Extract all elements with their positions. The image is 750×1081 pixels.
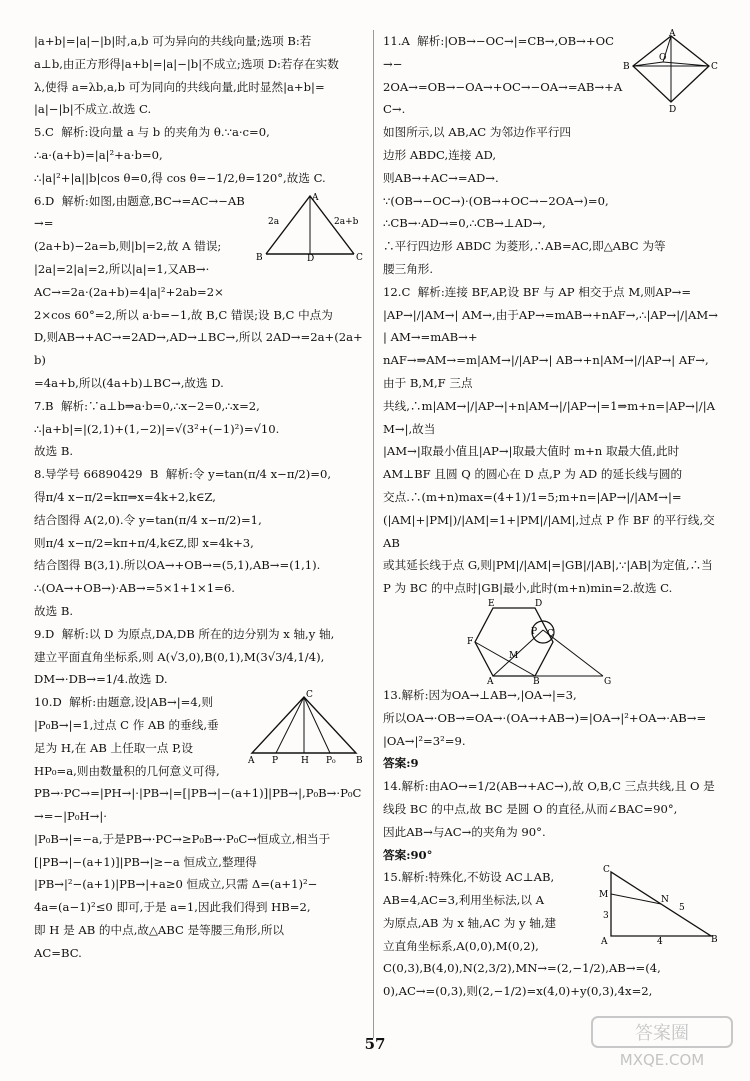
- text-line: ∴|a|²+|a||b|cos θ=0,得 cos θ=−1/2,θ=120°,故选 C.: [34, 170, 326, 185]
- text-line: C(0,3),B(4,0),N(2,3/2),MN→=(2,−1/2),AB→=(4,: [383, 961, 661, 976]
- label-a: A: [669, 29, 676, 39]
- text-line: ∴|a+b|=|(2,1)+(1,−2)|=√(3²+(−1)²)=√10.: [34, 421, 280, 436]
- text-line: HP₀=a,则由数量积的几何意义可得,: [34, 763, 220, 778]
- figure-q15-right-triangle: [599, 866, 719, 946]
- label-3: 3: [603, 911, 609, 922]
- text-line: 结合图得 B(3,1).所以OA→+OB→=(5,1),AB→=(1,1).: [34, 558, 321, 573]
- text-line: |P₀B→|=1,过点 C 作 AB 的垂线,垂: [34, 717, 219, 732]
- text-line: ∴CB→·AD→=0,∴CB→⊥AD→,: [383, 216, 546, 231]
- text-line: |OA→|²=3²=9.: [383, 733, 466, 748]
- text-line: 0),AC→=(0,3),则(2,−1/2)=x(4,0)+y(0,3),4x=2,: [383, 984, 653, 999]
- text-line: 7.B 解析:∵a⊥b⇒a·b=0,∴x−2=0,∴x=2,: [34, 398, 260, 413]
- text-line: ∵(OB→−OC→)·(OB→+OC→−2OA→)=0,: [383, 193, 609, 208]
- text-line: 11.A 解析:|OB→−OC→|=CB→,OB→+OC→−: [383, 34, 614, 71]
- label-n: N: [661, 895, 669, 906]
- text-line: 5.C 解析:设向量 a 与 b 的夹角为 θ.∵a·c=0,: [34, 125, 270, 140]
- figure-q6-triangle: [254, 190, 366, 262]
- text-line: |AM→|取最小值且|AP→|取最大值时 m+n 取最大值,此时: [383, 444, 680, 459]
- text-line: 故选 B.: [34, 603, 74, 618]
- text-line: |AP→|/|AM→| AM→,由于AP→=mAB→+nAF→,∴|AP→|/|AM→| AM→=mAB→+: [383, 307, 718, 345]
- text-line: 2OA→=OB→−OA→+OC→−OA→=AB→+AC→.: [383, 79, 623, 117]
- answer-line: 答案:90°: [383, 847, 433, 862]
- triangle-diagram: [246, 691, 366, 765]
- text-line: ∴平行四边形 ABDC 为菱形,∴AB=AC,即△ABC 为等: [383, 239, 666, 254]
- text-line: 因此AB→与AC→的夹角为 90°.: [383, 824, 546, 839]
- figure-q12-hexagon: [383, 598, 719, 687]
- text-line: nAF→⇒AM→=m|AM→|/|AP→| AB→+n|AM→|/|AP→| AF→,由于 B,M,F 三点: [383, 353, 709, 390]
- text-line: |P₀B→|=−a,于是PB→·PC→≥P₀B→·P₀C→恒成立,相当于: [34, 831, 331, 846]
- text-line: 立直角坐标系,A(0,0),M(0,2),: [383, 938, 539, 953]
- label-d: D: [669, 105, 677, 115]
- text-line: 共线,∴m|AM→|/|AP→|+n|AM→|/|AP→|=1⇒m+n=|AP→|/|AM→|,故当: [383, 398, 715, 436]
- text-line: PB→·PC→=|PH→|·|PB→|=[|PB→|−(a+1)]|PB→|,P₀B→·P₀C→=−|P₀H→|·: [34, 786, 362, 824]
- text-line: 故选 B.: [34, 444, 74, 459]
- label-c: C: [356, 252, 363, 263]
- label-b: B: [356, 756, 363, 767]
- text-line: 边形 ABDC,连接 AD,: [383, 147, 497, 162]
- text-line: 为原点,AB 为 x 轴,AC 为 y 轴,建: [383, 915, 557, 930]
- label-4: 4: [657, 937, 663, 948]
- text-line: AM⊥BF 且圆 Q 的圆心在 D 点,P 为 AD 的延长线与圆的: [383, 467, 683, 482]
- triangle-diagram: [254, 190, 366, 262]
- text-line: P 为 BC 的中点时|GB|最小,此时(m+n)min=2.故选 C.: [383, 581, 673, 596]
- text-line: 9.D 解析:以 D 为原点,DA,DB 所在的边分别为 x 轴,y 轴,: [34, 626, 335, 641]
- text-line: 则AB→+AC→=AD→.: [383, 170, 499, 185]
- label-a: A: [601, 937, 608, 948]
- label-p0: P₀: [326, 756, 336, 767]
- watermark-logo: [588, 1011, 738, 1071]
- text-line: 得π/4 x−π/2=kπ⇒x=4k+2,k∈Z,: [34, 489, 216, 504]
- label-b: B: [256, 252, 263, 263]
- text-line: 则π/4 x−π/2=kπ+π/4,k∈Z,即 x=4k+3,: [34, 535, 254, 550]
- text-line: 交点.∴(m+n)max=(4+1)/1=5;m+n=|AP→|/|AM→|=: [383, 489, 682, 504]
- text-line: 如图所示,以 AB,AC 为邻边作平行四: [383, 125, 572, 140]
- text-line: 建立平面直角坐标系,则 A(√3,0),B(0,1),M(3√3/4,1/4),: [34, 649, 325, 664]
- text-line: a⊥b,由正方形得|a+b|=|a|−|b|不成立;选项 D:若存在实数: [34, 56, 339, 71]
- label-f: F: [467, 636, 474, 647]
- figure-q11-rhombus: [623, 30, 719, 114]
- label-b: B: [623, 62, 630, 72]
- label-d: D: [535, 598, 543, 609]
- text-line: λ,使得 a=λb,a,b 可为同向的共线向量,此时显然|a+b|=: [34, 79, 325, 94]
- label-a: A: [312, 192, 319, 203]
- text-line: 或其延长线于点 G,则|PM|/|AM|=|GB|/|AB|,∵|AB|为定值,∴当: [383, 558, 713, 573]
- segment-co: [663, 62, 709, 66]
- text-line: 即 H 是 AB 的中点,故△ABC 是等腰三角形,所以: [34, 923, 285, 938]
- text-line: DM→·DB→=1/4.故选 D.: [34, 672, 168, 687]
- left-column: [34, 30, 366, 965]
- text-line: 6.D 解析:如图,由题意,BC→=AC→−AB→=: [34, 193, 245, 231]
- label-p: P: [272, 756, 279, 767]
- text-line: |a+b|=|a|−|b|时,a,b 可为异向的共线向量;选项 B:若: [34, 34, 312, 48]
- text-line: (2a+b)−2a=b,则|b|=2,故 A 错误;: [34, 239, 222, 254]
- label-c: C: [306, 690, 313, 701]
- column-divider: [373, 30, 374, 1038]
- label-o: O: [659, 53, 667, 63]
- label-a: A: [248, 756, 255, 767]
- rhombus-diagram: [623, 30, 719, 114]
- text-line: |a|−|b|不成立.故选 C.: [34, 102, 152, 117]
- label-b: B: [533, 676, 540, 687]
- text-line: [|PB→|−(a+1)]|PB→|≥−a 恒成立,整理得: [34, 854, 257, 869]
- segment-cp0: [304, 697, 330, 753]
- figure-q10-triangle: [246, 691, 366, 765]
- label-c: C: [547, 628, 554, 639]
- right-column: [383, 30, 719, 1003]
- text-line: 2×cos 60°=2,所以 a·b=−1,故 B,C 错误;设 B,C 中点为: [34, 307, 333, 322]
- right-triangle-diagram: [599, 866, 719, 946]
- text-line: 12.C 解析:连接 BF,AP,设 BF 与 AP 相交于点 M,则AP→=: [383, 284, 692, 299]
- text-line: AC=BC.: [34, 945, 82, 960]
- hexagon: [475, 608, 553, 676]
- label-m: M: [599, 890, 609, 901]
- svg-text:答案圈: 答案圈: [635, 1023, 689, 1044]
- text-line: 14.解析:由AO→=1/2(AB→+AC→),故 O,B,C 三点共线,且 O 是: [383, 779, 715, 794]
- text-line: ∴(OA→+OB→)·AB→=5×1+1×1=6.: [34, 581, 235, 596]
- text-line: (|AM|+|PM|)/|AM|=1+|PM|/|AM|,过点 P 作 BF 的平行线,交 AB: [383, 512, 719, 550]
- watermark-icon: [588, 1011, 738, 1071]
- svg-text:MXQE.COM: MXQE.COM: [619, 1051, 705, 1069]
- label-m: M: [509, 650, 519, 661]
- answer-line: 答案:9: [383, 756, 419, 771]
- label-e: E: [488, 598, 495, 609]
- text-line: =4a+b,所以(4a+b)⊥BC→,故选 D.: [34, 375, 224, 390]
- text-line: 13.解析:因为OA→⊥AB→,|OA→|=3,: [383, 687, 577, 702]
- label-2a-plus-b: 2a+b: [334, 216, 359, 227]
- text-line: 8.导学号 66890429 B 解析:令 y=tan(π/4 x−π/2)=0,: [34, 467, 332, 482]
- label-h: H: [301, 756, 309, 767]
- label-d: D: [307, 253, 315, 264]
- text-line: 4a=(a−1)²≤0 即可,于是 a=1,因此我们得到 HB=2,: [34, 900, 311, 915]
- text-line: 线段 BC 的中点,故 BC 是圆 O 的直径,从而∠BAC=90°,: [383, 801, 678, 816]
- label-5: 5: [679, 903, 685, 914]
- text-line: AC→=2a·(2a+b)=4|a|²+2ab=2×: [34, 284, 224, 299]
- text-line: ∴a·(a+b)=|a|²+a·b=0,: [34, 147, 163, 162]
- label-g: G: [604, 676, 612, 687]
- label-c: C: [603, 865, 610, 876]
- label-a: A: [487, 676, 494, 687]
- text-line: 所以OA→·OB→=OA→·(OA→+AB→)=|OA→|²+OA→·AB→=: [383, 710, 707, 725]
- text-line: |2a|=2|a|=2,所以|a|=1,又AB→·: [34, 261, 210, 276]
- segment-cp: [276, 697, 304, 753]
- label-b: B: [711, 935, 718, 946]
- text-line: 腰三角形.: [383, 261, 434, 276]
- text-line: |PB→|²−(a+1)|PB→|+a≥0 恒成立,只需 Δ=(a+1)²−: [34, 877, 318, 892]
- text-line: 结合图得 A(2,0).令 y=tan(π/4 x−π/2)=1,: [34, 512, 262, 527]
- label-c: C: [711, 62, 718, 72]
- label-p: P: [531, 626, 538, 637]
- hexagon-diagram: [467, 598, 623, 687]
- page-number: 57: [364, 1035, 386, 1053]
- text-line: 足为 H,在 AB 上任取一点 P,设: [34, 740, 193, 755]
- label-2a: 2a: [268, 216, 280, 227]
- text-line: AB=4,AC=3,利用坐标法,以 A: [383, 893, 544, 908]
- text-line: 15.解析:特殊化,不妨设 AC⊥AB,: [383, 870, 555, 885]
- text-line: D,则AB→+AC→=2AD→,AD→⊥BC→,所以 2AD→=2a+(2a+b): [34, 330, 363, 368]
- text-line: 10.D 解析:由题意,设|AB→|=4,则: [34, 695, 214, 710]
